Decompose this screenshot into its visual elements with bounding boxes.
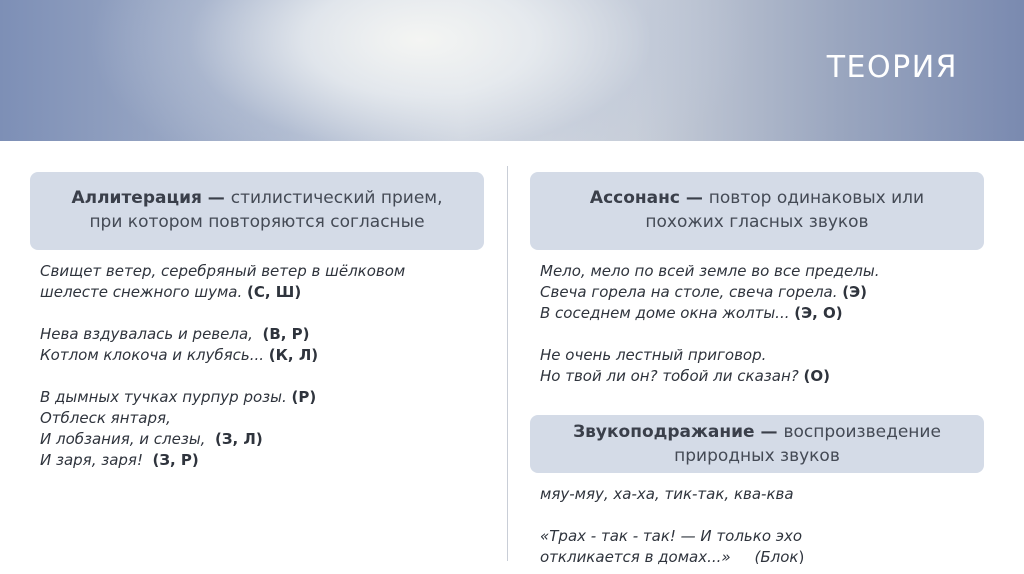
example-line: Котлом клокоча и клубясь... (К, Л) — [40, 346, 319, 364]
example-line: Не очень лестный приговор. — [540, 346, 767, 364]
alliteration-definition-line-1: стилистический прием, — [230, 188, 443, 208]
header-banner — [0, 0, 1024, 141]
example-line: В дымных тучках пурпур розы. (Р) — [40, 388, 317, 406]
example-line: откликается в домах...» (Блок) — [540, 548, 805, 566]
assonance-definition-line-2: похожих гласных звуков — [645, 212, 869, 232]
example-line: Свищет ветер, серебряный ветер в шёлковом — [40, 262, 406, 280]
assonance-term: Ассонанс — [589, 188, 680, 208]
example-line: Но твой ли он? тобой ли сказан? (О) — [540, 367, 830, 385]
assonance-definition-line-1: повтор одинаковых или — [708, 188, 925, 208]
onomatopoeia-definition-box: Звукоподражание — воспроизведение природных звуков — [530, 415, 984, 473]
onomatopoeia-examples — [540, 484, 804, 568]
example-line: шелесте снежного шума. (С, Ш) — [40, 283, 302, 301]
onomatopoeia-term: Звукоподражание — [573, 422, 755, 442]
assonance-definition-box: Ассонанс — повтор одинаковых или похожих гласных звуков — [530, 172, 984, 250]
example-line: И лобзания, и слезы, (З, Л) — [40, 430, 263, 448]
example-line: И заря, заря! (З, Р) — [40, 451, 199, 469]
example-line: Свеча горела на столе, свеча горела. (Э) — [540, 283, 867, 301]
alliteration-examples — [40, 261, 405, 471]
onomatopoeia-definition-line-1: воспроизведение — [783, 422, 941, 442]
example-line: Мело, мело по всей земле во все пределы. — [540, 262, 880, 280]
example-line: В соседнем доме окна жолты... (Э, О) — [540, 304, 843, 322]
alliteration-term: Аллитерация — [71, 188, 202, 208]
alliteration-definition-box: Аллитерация — стилистический прием, при котором повторяются согласные — [30, 172, 484, 250]
example-line: Отблеск янтаря, — [40, 409, 171, 427]
column-divider — [507, 166, 508, 561]
page-title: ТЕОРИЯ — [826, 50, 958, 85]
assonance-examples — [540, 261, 879, 387]
example-line: мяу-мяу, ха-ха, тик-так, ква-ква — [540, 485, 794, 503]
example-line: Нева вздувалась и ревела, (В, Р) — [40, 325, 310, 343]
example-line: «Трах - так - так! — И только эхо — [540, 527, 803, 545]
onomatopoeia-definition-line-2: природных звуков — [674, 446, 840, 466]
alliteration-definition-line-2: при котором повторяются согласные — [89, 212, 425, 232]
